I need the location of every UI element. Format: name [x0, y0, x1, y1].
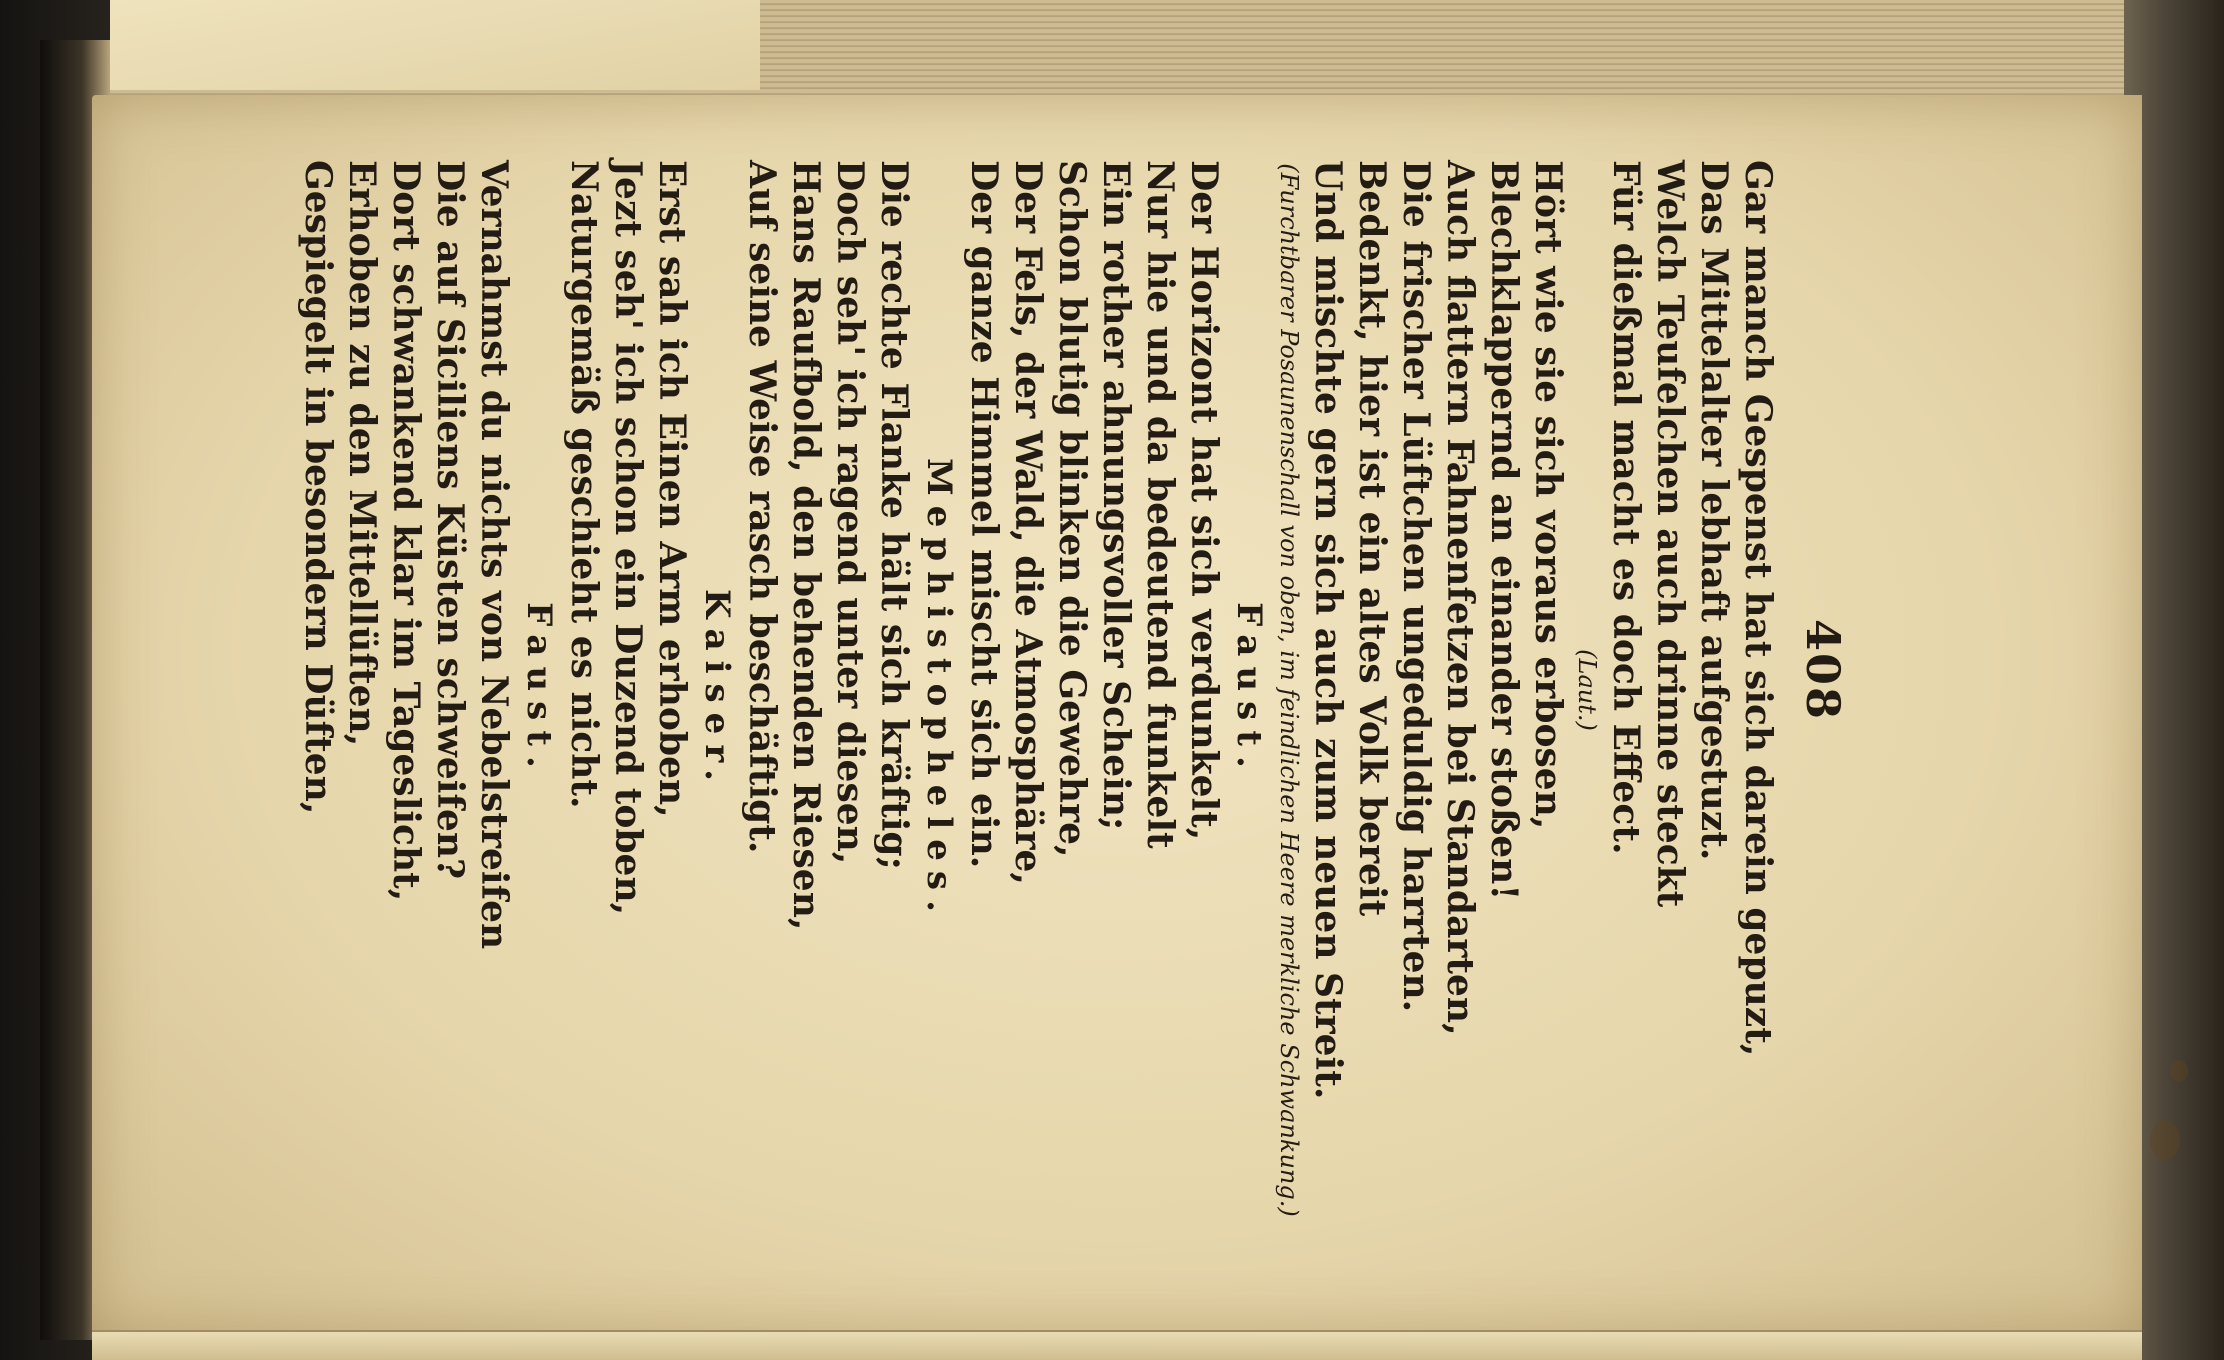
verse-line: Für dießmal macht es doch Effect.: [1605, 160, 1647, 855]
paper-stain: [2170, 1060, 2188, 1082]
speaker-name: Faust.: [519, 602, 559, 778]
verse-line: Der ganze Himmel mischt sich ein.: [963, 160, 1005, 869]
verse-line: Die rechte Flanke hält sich kräftig;: [873, 160, 915, 870]
verse-line: Die frischer Lüftchen ungeduldig harrten.: [1395, 160, 1437, 1013]
verse-line: Der Horizont hat sich verdunkelt,: [1183, 160, 1225, 841]
verse-line: Die auf Siciliens Küsten schweifen?: [429, 160, 471, 880]
verse-line: Gar manch Gespenst hat sich darein gepuzt,: [1737, 160, 1779, 1057]
verse-line: Jezt seh' ich schon ein Duzend toben,: [607, 160, 649, 916]
stage-direction: (Furchtbarer Posaunenschall von oben, im feindlichen Heere merkliche Schwankung.): [1275, 163, 1303, 1217]
verse-line: Vernahmst du nichts von Nebelstreifen: [473, 160, 515, 950]
folded-page-corner: [110, 0, 760, 90]
verse-line: Auch flattern Fahnenfetzen bei Standarten,: [1439, 160, 1481, 1036]
verse-line: Dort schwankend klar im Tageslicht,: [385, 160, 427, 902]
verse-line: Erhoben zu den Mittellüften,: [341, 160, 383, 747]
verse-line: Das Mittelalter lebhaft aufgestuzt.: [1693, 160, 1735, 861]
verse-line: Hans Raufbold, den behenden Riesen,: [785, 160, 827, 931]
page-number: 408: [1796, 618, 1850, 722]
verse-line: Erst sah ich Einen Arm erhoben,: [651, 160, 693, 818]
verse-line: Der Fels, der Wald, die Atmosphäre,: [1007, 160, 1049, 885]
speaker-name: Mephistopheles.: [919, 458, 959, 922]
speaker-name: Faust.: [1229, 602, 1269, 778]
speaker-name: Kaiser.: [697, 589, 737, 791]
verse-line: Doch seh' ich ragend unter diesen,: [829, 160, 871, 865]
verse-line: Hört wie sie sich voraus erbosen,: [1527, 160, 1569, 830]
verse-text: [296, 160, 1780, 1220]
verse-line: Nur hie und da bedeutend funkelt: [1139, 160, 1181, 849]
verse-line: Blechklappernd an einander stoßen!: [1483, 160, 1525, 901]
verse-line: Gespiegelt in besondern Düften,: [297, 160, 339, 815]
verse-line: Naturgemäß geschieht es nicht.: [563, 160, 605, 809]
verse-line: Schon blutig blinken die Gewehre,: [1051, 160, 1093, 858]
next-page-edge: [92, 1330, 2142, 1360]
verse-line: Auf seine Weise rasch beschäftigt.: [741, 160, 783, 854]
verse-line: Und mischte gern sich auch zum neuen Streit.: [1307, 160, 1349, 1100]
paper-stain: [2150, 1120, 2180, 1160]
stage-direction: (Laut.): [1573, 649, 1601, 731]
verse-line: Bedenkt, hier ist ein altes Volk bereit: [1351, 160, 1393, 917]
verse-line: Welch Teufelchen auch drinne steckt: [1649, 160, 1691, 908]
verse-line: Ein rother ahnungsvoller Schein;: [1095, 160, 1137, 831]
rotated-text-block: [297, 90, 1870, 1250]
